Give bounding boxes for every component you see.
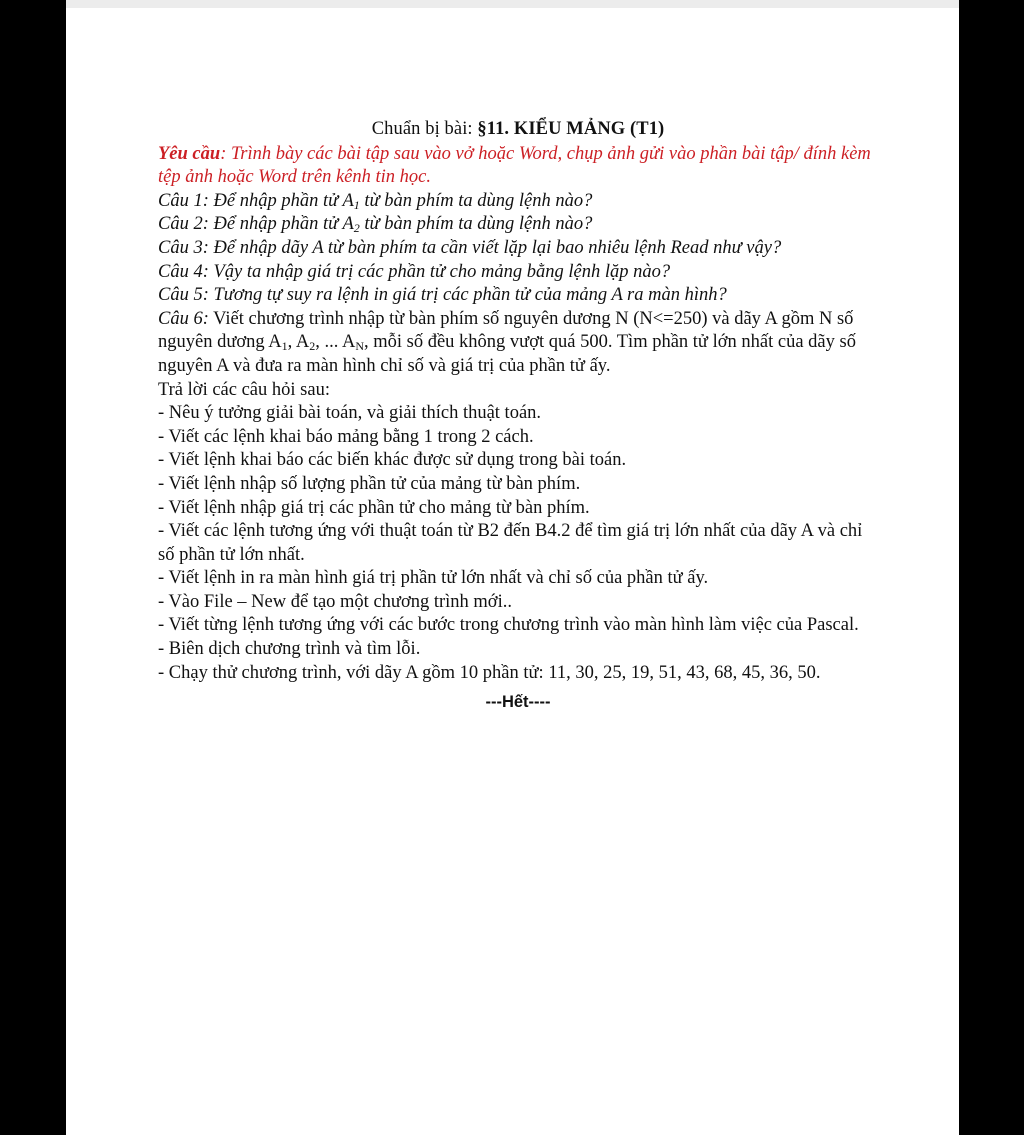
question-6-lead: Câu 6: xyxy=(158,308,209,329)
question-1-text-after: từ bàn phím ta dùng lệnh nào? xyxy=(359,190,593,211)
bullet-item: - Nêu ý tưởng giải bài toán, và giải thích thuật toán. xyxy=(158,403,542,424)
question-6-subscript-1: 1 xyxy=(281,339,288,354)
page-title xyxy=(158,118,878,142)
question-2-text-before: Câu 2: Để nhập phần tử A xyxy=(158,214,354,235)
requirement-label: Yêu cầu xyxy=(158,143,221,164)
question-6-part-4: , mỗi số đều không vượt quá 500. Tìm phần tử lớn nhất của dãy số nguyên A và đưa ra màn hình chỉ số và giá trị của phần tử ấy. xyxy=(158,332,856,376)
question-6-subscript-2: 2 xyxy=(309,339,316,354)
question-1-subscript: 1 xyxy=(353,197,360,212)
end-marker: ---Hết---- xyxy=(485,693,551,712)
top-edge-line xyxy=(66,0,959,8)
bullet-item: - Viết lệnh in ra màn hình giá trị phần tử lớn nhất và chỉ số của phần tử ấy. xyxy=(158,568,709,589)
bullet-item: - Viết lệnh nhập số lượng phần tử của mảng từ bàn phím. xyxy=(158,473,581,494)
question-4: Câu 4: Vậy ta nhập giá trị các phần tử cho mảng bằng lệnh lặp nào? xyxy=(158,261,671,282)
question-2 xyxy=(158,213,878,237)
question-6-part-3: , ... A xyxy=(315,332,356,353)
question-2-subscript: 2 xyxy=(353,221,360,236)
question-6-subscript-n: N xyxy=(355,339,364,354)
question-6 xyxy=(158,308,878,379)
document-content xyxy=(158,118,878,713)
bullet-item: - Biên dịch chương trình và tìm lỗi. xyxy=(158,639,421,660)
bullet-item: - Vào File – New để tạo một chương trình mới.. xyxy=(158,591,512,612)
bullet-item: - Viết các lệnh khai báo mảng bằng 1 trong 2 cách. xyxy=(158,426,534,447)
title-main: §11. KIỂU MẢNG (T1) xyxy=(477,119,665,139)
bullet-item: - Viết lệnh khai báo các biến khác được sử dụng trong bài toán. xyxy=(158,450,627,471)
answer-intro: Trả lời các câu hỏi sau: xyxy=(158,379,330,400)
question-6-part-1: Viết chương trình nhập từ bàn phím số nguyên dương N (N<=250) và dãy A gồm N số nguyên dương A xyxy=(158,308,854,353)
question-6-part-2: , A xyxy=(287,332,310,353)
question-3: Câu 3: Để nhập dãy A từ bàn phím ta cần viết lặp lại bao nhiêu lệnh Read như vậy? xyxy=(158,237,782,258)
question-2-text-after: từ bàn phím ta dùng lệnh nào? xyxy=(359,214,593,235)
title-prefix: Chuẩn bị bài: xyxy=(371,119,478,139)
question-1 xyxy=(158,190,878,214)
requirement-text: : Trình bày các bài tập sau vào vở hoặc Word, chụp ảnh gửi vào phần bài tập/ đính kèm tệp ảnh hoặc Word trên kênh tin học. xyxy=(158,143,871,188)
bullet-item: - Viết lệnh nhập giá trị các phần tử cho mảng từ bàn phím. xyxy=(158,497,590,518)
bullet-item: - Chạy thử chương trình, với dãy A gồm 10 phần tử: 11, 30, 25, 19, 51, 43, 68, 45, 36, 50. xyxy=(158,662,821,683)
question-5: Câu 5: Tương tự suy ra lệnh in giá trị các phần tử của mảng A ra màn hình? xyxy=(158,285,727,306)
bullet-item: - Viết các lệnh tương ứng với thuật toán từ B2 đến B4.2 để tìm giá trị lớn nhất của dãy A và chỉ số phần tử lớn nhất. xyxy=(158,521,863,565)
bullet-item: - Viết từng lệnh tương ứng với các bước trong chương trình vào màn hình làm việc của Pascal. xyxy=(158,615,859,636)
question-1-text-before: Câu 1: Để nhập phần tử A xyxy=(158,190,354,211)
requirement-paragraph xyxy=(158,143,878,190)
document-page xyxy=(66,0,959,1135)
